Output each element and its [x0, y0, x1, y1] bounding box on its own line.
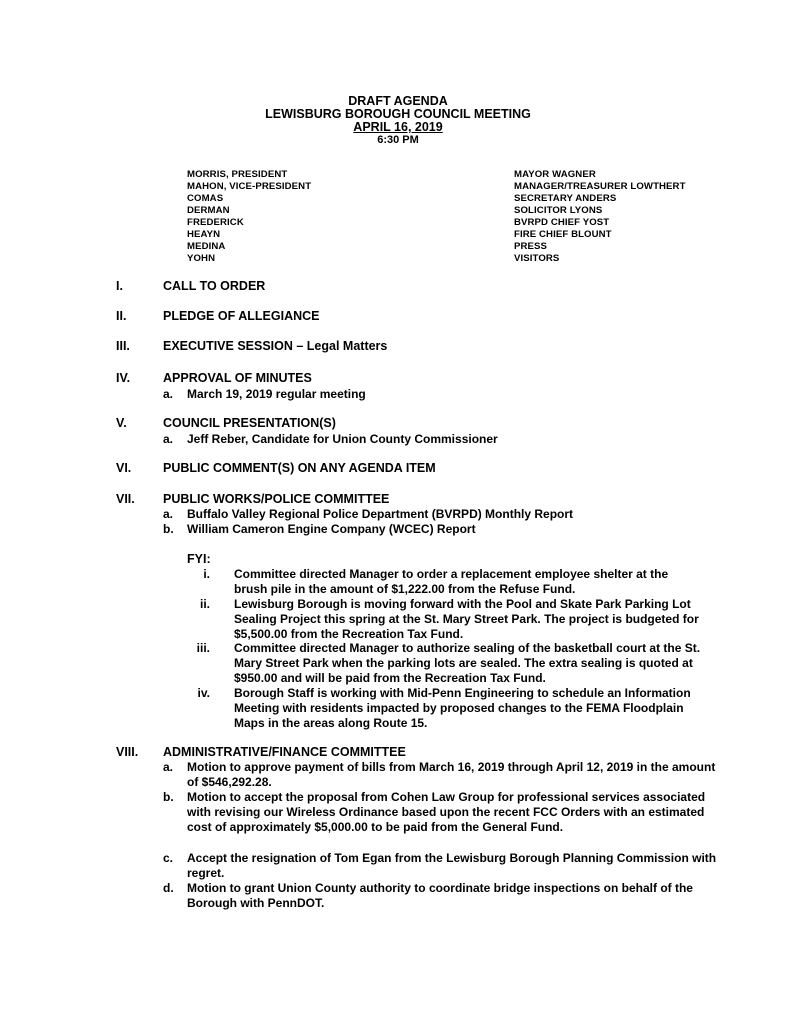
fyi-number: i.	[203, 567, 210, 581]
fyi-item: Lewisburg Borough is moving forward with the Pool and Skate Park Parking Lot Sealing Project this spring at the St. Mary Street Park. The project is budgeted for $5,500.00 from the Recreation Tax Fund.	[234, 597, 699, 641]
item-letter: d.	[163, 881, 174, 895]
attendee: DERMAN	[187, 205, 230, 216]
item-letter: b.	[163, 790, 174, 804]
attendee: VISITORS	[514, 253, 560, 264]
item-letter: b.	[163, 522, 174, 536]
attendee: MORRIS, PRESIDENT	[187, 169, 288, 180]
section-number: III.	[116, 339, 130, 353]
item-letter: a.	[163, 432, 174, 446]
section-title: CALL TO ORDER	[163, 279, 266, 293]
attendee: MEDINA	[187, 241, 226, 252]
attendee: HEAYN	[187, 229, 221, 240]
section-number: IV.	[116, 371, 131, 385]
section-title: PUBLIC COMMENT(S) ON ANY AGENDA ITEM	[163, 461, 436, 475]
attendee: MAYOR WAGNER	[514, 169, 596, 180]
agenda-header	[0, 95, 796, 147]
attendee: FREDERICK	[187, 217, 244, 228]
section-number: II.	[116, 309, 127, 323]
officials-list	[514, 169, 686, 265]
section-title: PUBLIC WORKS/POLICE COMMITTEE	[163, 492, 390, 506]
fyi-item: Committee directed Manager to order a replacement employee shelter at the brush pile in the amount of $1,222.00 from the Refuse Fund.	[234, 567, 669, 596]
fyi-item: Borough Staff is working with Mid-Penn Engineering to schedule an Information Meeting with residents impacted by proposed changes to the FEMA Floodplain Maps in the areas along Route 15.	[234, 686, 691, 730]
attendee: BVRPD CHIEF YOST	[514, 217, 610, 228]
attendee: SECRETARY ANDERS	[514, 193, 617, 204]
item-letter: a.	[163, 760, 174, 774]
section-number: VII.	[116, 492, 135, 506]
item-text: March 19, 2019 regular meeting	[187, 387, 366, 401]
item-text: Motion to approve payment of bills from March 16, 2019 through April 12, 2019 in the amount of $546,292.28.	[187, 760, 716, 789]
section-title: PLEDGE OF ALLEGIANCE	[163, 309, 320, 323]
item-letter: a.	[163, 387, 174, 401]
council-members-list	[187, 169, 311, 265]
item-text: William Cameron Engine Company (WCEC) Report	[187, 522, 476, 536]
meeting-name: LEWISBURG BOROUGH COUNCIL MEETING	[265, 107, 531, 121]
item-letter: a.	[163, 507, 174, 521]
section-number: V.	[116, 416, 127, 430]
section-title: COUNCIL PRESENTATION(S)	[163, 416, 336, 430]
item-text: Buffalo Valley Regional Police Department (BVRPD) Monthly Report	[187, 507, 574, 521]
attendee: MANAGER/TREASURER LOWTHERT	[514, 181, 686, 192]
section-title: ADMINISTRATIVE/FINANCE COMMITTEE	[163, 745, 406, 759]
attendee: FIRE CHIEF BLOUNT	[514, 229, 612, 240]
meeting-date: APRIL 16, 2019	[353, 120, 443, 134]
item-text: Motion to grant Union County authority to coordinate bridge inspections on behalf of the Borough with PennDOT.	[187, 881, 693, 910]
fyi-label: FYI:	[187, 552, 211, 566]
attendee: SOLICITOR LYONS	[514, 205, 603, 216]
section-title: EXECUTIVE SESSION – Legal Matters	[163, 339, 388, 353]
attendee: YOHN	[187, 253, 216, 264]
section-number: VI.	[116, 461, 132, 475]
item-letter: c.	[163, 851, 174, 865]
fyi-number: ii.	[199, 597, 210, 611]
section-title: APPROVAL OF MINUTES	[163, 371, 312, 385]
item-text: Accept the resignation of Tom Egan from the Lewisburg Borough Planning Commission with regret.	[187, 851, 717, 880]
meeting-time: 6:30 PM	[377, 134, 419, 146]
item-text: Motion to accept the proposal from Cohen Law Group for professional services associated with revising our Wireless Ordinance based upon the recent FCC Orders with an estimated cost of approximately $5,000.00 to be paid from the General Fund.	[187, 790, 706, 834]
section-number: VIII.	[116, 745, 139, 759]
fyi-number: iv.	[197, 686, 210, 700]
attendee: PRESS	[514, 241, 548, 252]
section-number: I.	[116, 279, 123, 293]
attendee: MAHON, VICE-PRESIDENT	[187, 181, 312, 192]
fyi-number: iii.	[196, 641, 210, 655]
attendee: COMAS	[187, 193, 224, 204]
fyi-item: Committee directed Manager to authorize sealing of the basketball court at the St. Mary Street Park when the parking lots are sealed. The extra sealing is quoted at $950.00 and will be paid from the Recreation Tax Fund.	[234, 641, 701, 685]
agenda-title: DRAFT AGENDA	[348, 94, 448, 108]
item-text: Jeff Reber, Candidate for Union County Commissioner	[187, 432, 498, 446]
